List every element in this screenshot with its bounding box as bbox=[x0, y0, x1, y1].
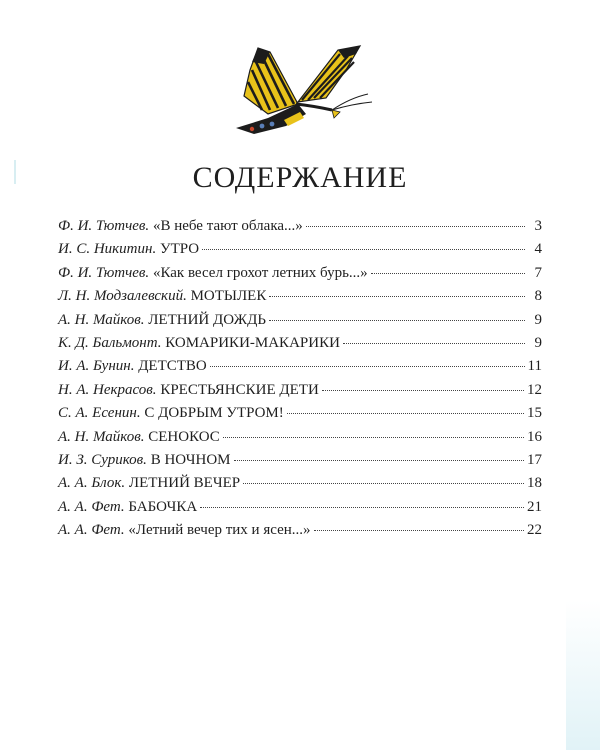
toc-entry-title: БАБОЧКА bbox=[128, 498, 198, 515]
toc-entry bbox=[58, 285, 542, 308]
toc-entry-page: 9 bbox=[534, 311, 542, 328]
page-title: СОДЕРЖАНИЕ bbox=[192, 161, 408, 194]
toc-entry-page: 18 bbox=[527, 475, 542, 492]
toc-entry bbox=[58, 355, 542, 378]
toc-entry-page: 22 bbox=[527, 522, 542, 539]
toc-entry bbox=[58, 426, 542, 449]
toc-entry-title: С ДОБРЫМ УТРОМ! bbox=[144, 405, 284, 422]
toc-dot-leader bbox=[269, 296, 525, 297]
toc-entry-title: КОМАРИКИ-МАКАРИКИ bbox=[165, 334, 340, 351]
toc-entry-page: 4 bbox=[534, 241, 542, 258]
toc-entry-author: И. З. Суриков. bbox=[58, 451, 147, 468]
toc-entry-page: 16 bbox=[527, 428, 542, 445]
toc-entry-title: «В небе тают облака...» bbox=[152, 218, 303, 234]
toc-entry-author: А. А. Фет. bbox=[58, 522, 125, 539]
toc-entry-author: А. А. Фет. bbox=[58, 498, 125, 515]
toc-dot-leader bbox=[234, 460, 525, 461]
corner-tint bbox=[566, 600, 600, 750]
toc-entry-title: УТРО bbox=[159, 241, 200, 258]
toc-entry-author: Л. Н. Модзалевский. bbox=[58, 288, 187, 305]
toc-entry-author: И. А. Бунин. bbox=[58, 358, 135, 375]
toc-entry bbox=[58, 215, 542, 238]
toc-entry-title: ДЕТСТВО bbox=[138, 358, 207, 375]
butterfly-illustration bbox=[228, 40, 378, 140]
toc-entry bbox=[58, 238, 542, 261]
toc-entry bbox=[58, 519, 542, 542]
toc-dot-leader bbox=[202, 249, 525, 250]
toc-entry-title: «Как весел грохот летних бурь...» bbox=[152, 264, 368, 281]
toc-dot-leader bbox=[210, 366, 525, 367]
toc-entry-author: С. А. Есенин. bbox=[58, 405, 141, 422]
toc-entry bbox=[58, 309, 542, 332]
toc-entry-title: В НОЧНОМ bbox=[150, 451, 231, 468]
toc-dot-leader bbox=[371, 273, 525, 274]
toc-entry-author: Ф. И. Тютчев. bbox=[58, 218, 150, 234]
toc-entry-author: А. Н. Майков. bbox=[58, 311, 145, 328]
toc-entry bbox=[58, 449, 542, 472]
toc-dot-leader bbox=[314, 530, 524, 531]
toc-dot-leader bbox=[287, 413, 524, 414]
toc-entry-title: СЕНОКОС bbox=[148, 428, 220, 445]
toc-dot-leader bbox=[269, 320, 525, 321]
table-of-contents bbox=[58, 215, 542, 542]
toc-entry-page: 12 bbox=[527, 381, 542, 398]
toc-entry-author: К. Д. Бальмонт. bbox=[58, 334, 162, 351]
toc-entry-title: «Летний вечер тих и ясен...» bbox=[128, 522, 311, 539]
toc-entry-page: 9 bbox=[534, 334, 542, 351]
toc-entry bbox=[58, 379, 542, 402]
toc-entry-page: 11 bbox=[527, 358, 542, 375]
toc-entry bbox=[58, 402, 542, 425]
toc-dot-leader bbox=[322, 390, 524, 391]
toc-entry-author: А. Н. Майков. bbox=[58, 428, 145, 445]
toc-dot-leader bbox=[306, 226, 525, 227]
toc-entry-page: 15 bbox=[527, 405, 542, 422]
toc-entry-page: 21 bbox=[527, 498, 542, 515]
toc-entry-author: Н. А. Некрасов. bbox=[58, 381, 157, 398]
toc-entry-page: 17 bbox=[527, 451, 542, 468]
toc-entry-author: Ф. И. Тютчев. bbox=[58, 264, 150, 281]
toc-entry-title: КРЕСТЬЯНСКИЕ ДЕТИ bbox=[160, 381, 319, 398]
toc-entry bbox=[58, 496, 542, 519]
toc-dot-leader bbox=[343, 343, 525, 344]
toc-entry-author: И. С. Никитин. bbox=[58, 241, 157, 258]
toc-entry-title: ЛЕТНИЙ ДОЖДЬ bbox=[148, 311, 266, 328]
toc-dot-leader bbox=[200, 507, 524, 508]
toc-entry-title: ЛЕТНИЙ ВЕЧЕР bbox=[128, 475, 241, 492]
toc-dot-leader bbox=[243, 483, 524, 484]
toc-dot-leader bbox=[223, 437, 524, 438]
toc-entry-page: 8 bbox=[534, 288, 542, 305]
toc-entry-page: 3 bbox=[534, 218, 542, 234]
toc-entry bbox=[58, 332, 542, 355]
toc-entry-title: МОТЫЛЕК bbox=[190, 288, 267, 305]
toc-entry-page: 7 bbox=[534, 264, 542, 281]
toc-entry bbox=[58, 472, 542, 495]
toc-entry bbox=[58, 262, 542, 285]
toc-entry-author: А. А. Блок. bbox=[58, 475, 126, 492]
